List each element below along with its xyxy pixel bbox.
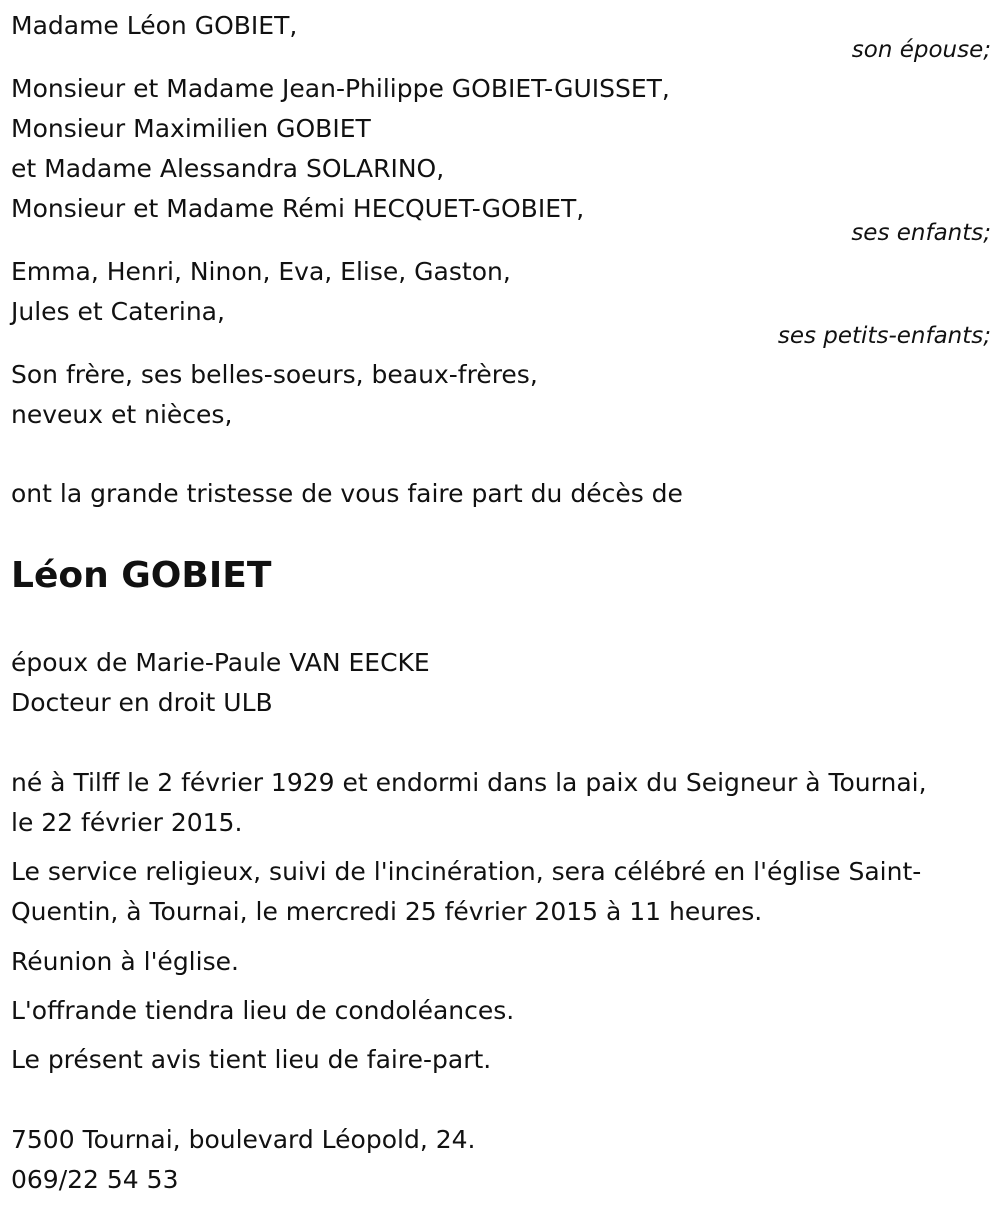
children-line-2: Monsieur Maximilien GOBIET	[11, 114, 371, 143]
notice-line: Le présent avis tient lieu de faire-part.	[11, 1045, 492, 1074]
children-role: ses enfants;	[851, 220, 991, 246]
children-line-1: Monsieur et Madame Jean-Philippe GOBIET-GUISSET,	[11, 74, 670, 103]
grandchildren-line-2: Jules et Caterina,	[11, 297, 225, 326]
service-line-2: Quentin, à Tournai, le mercredi 25 février 2015 à 11 heures.	[11, 897, 763, 926]
others-line-2: neveux et nièces,	[11, 400, 233, 429]
grandchildren-role: ses petits-enfants;	[777, 323, 991, 349]
offering-line: L'offrande tiendra lieu de condoléances.	[11, 996, 515, 1025]
deceased-title-line: Docteur en droit ULB	[11, 688, 273, 717]
contact-phone: 069/22 54 53	[11, 1165, 179, 1194]
deceased-spouse-line: époux de Marie-Paule VAN EECKE	[11, 648, 430, 677]
contact-address: 7500 Tournai, boulevard Léopold, 24.	[11, 1125, 476, 1154]
announcement-text: ont la grande tristesse de vous faire part du décès de	[11, 479, 683, 508]
birth-death-line-1: né à Tilff le 2 février 1929 et endormi dans la paix du Seigneur à Tournai,	[11, 768, 927, 797]
children-line-4: Monsieur et Madame Rémi HECQUET-GOBIET,	[11, 194, 585, 223]
birth-death-line-2: le 22 février 2015.	[11, 808, 243, 837]
spouse-role: son épouse;	[851, 37, 991, 63]
grandchildren-line-1: Emma, Henri, Ninon, Eva, Elise, Gaston,	[11, 257, 511, 286]
others-line-1: Son frère, ses belles-soeurs, beaux-frères,	[11, 360, 538, 389]
meeting-line: Réunion à l'église.	[11, 947, 239, 976]
service-line-1: Le service religieux, suivi de l'incinération, sera célébré en l'église Saint-	[11, 857, 922, 886]
deceased-name: Léon GOBIET	[11, 555, 272, 596]
children-line-3: et Madame Alessandra SOLARINO,	[11, 154, 445, 183]
spouse-line: Madame Léon GOBIET,	[11, 11, 298, 40]
